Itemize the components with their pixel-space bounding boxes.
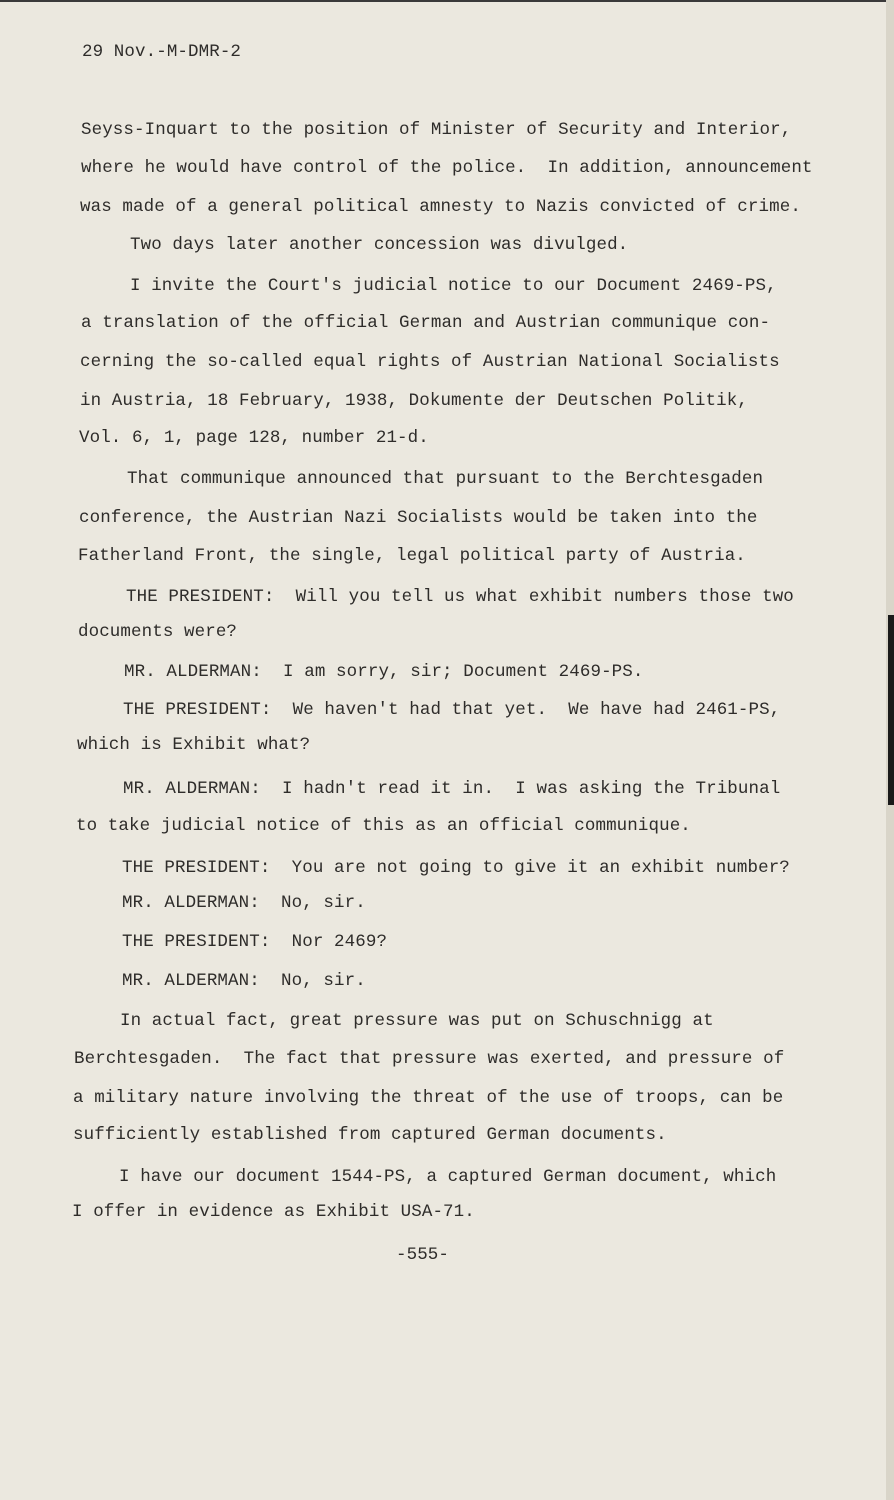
text-line: That communique announced that pursuant to the Berchtesgaden	[127, 469, 764, 489]
binding-tab	[888, 615, 894, 805]
text-line: a translation of the official German and Austrian communique con-	[81, 313, 771, 333]
text-line: MR. ALDERMAN: No, sir.	[122, 971, 366, 991]
text-line: in Austria, 18 February, 1938, Dokumente der Deutschen Politik,	[80, 391, 748, 411]
text-line: Fatherland Front, the single, legal political party of Austria.	[78, 546, 746, 566]
text-line: In actual fact, great pressure was put on Schuschnigg at	[120, 1011, 714, 1031]
text-line: conference, the Austrian Nazi Socialists would be taken into the	[79, 508, 758, 528]
text-line: I have our document 1544-PS, a captured German document, which	[119, 1167, 777, 1187]
text-line: cerning the so-called equal rights of Austrian National Socialists	[80, 352, 780, 372]
text-line: THE PRESIDENT: We haven't had that yet. We have had 2461-PS,	[123, 700, 781, 720]
text-line: THE PRESIDENT: You are not going to give it an exhibit number?	[122, 858, 790, 878]
text-line: THE PRESIDENT: Will you tell us what exhibit numbers those two	[126, 587, 794, 607]
text-line: Vol. 6, 1, page 128, number 21-d.	[79, 428, 429, 448]
text-line: Berchtesgaden. The fact that pressure was exerted, and pressure of	[74, 1049, 785, 1069]
text-line: Two days later another concession was divulged.	[130, 235, 629, 255]
text-line: sufficiently established from captured German documents.	[73, 1125, 667, 1145]
text-line: was made of a general political amnesty to Nazis convicted of crime.	[80, 197, 801, 217]
text-line: MR. ALDERMAN: I am sorry, sir; Document 2469-PS.	[124, 662, 644, 682]
text-line: documents were?	[78, 622, 238, 642]
text-line: I invite the Court's judicial notice to our Document 2469-PS,	[130, 276, 777, 296]
text-line: to take judicial notice of this as an official communique.	[76, 816, 691, 836]
page-number: -555-	[396, 1245, 450, 1265]
text-line: which is Exhibit what?	[77, 735, 311, 755]
text-line: I offer in evidence as Exhibit USA-71.	[72, 1202, 475, 1222]
text-line: where he would have control of the police. In addition, announcement	[81, 158, 813, 178]
page-header: 29 Nov.-M-DMR-2	[82, 42, 242, 62]
text-line: a military nature involving the threat of the use of troops, can be	[73, 1088, 784, 1108]
text-line: MR. ALDERMAN: I hadn't read it in. I was asking the Tribunal	[123, 779, 781, 799]
text-line: MR. ALDERMAN: No, sir.	[122, 893, 366, 913]
text-line: THE PRESIDENT: Nor 2469?	[122, 932, 388, 952]
top-border	[0, 0, 894, 2]
text-line: Seyss-Inquart to the position of Minister of Security and Interior,	[81, 120, 792, 140]
